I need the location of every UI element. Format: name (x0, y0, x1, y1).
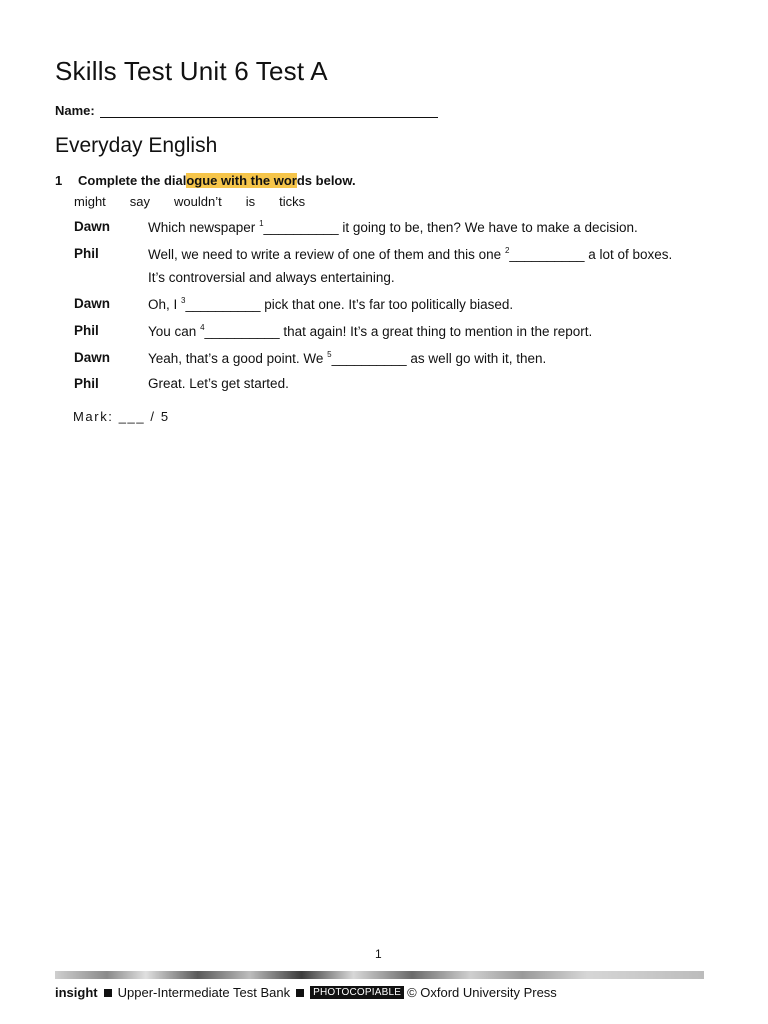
square-bullet-icon (104, 989, 112, 997)
speaker-name: Phil (74, 323, 99, 338)
word-box-item: is (245, 194, 256, 209)
word-box-item: ticks (279, 194, 306, 209)
footer (55, 985, 557, 1000)
gap-number: 1 (259, 219, 264, 228)
word-box-item: say (129, 194, 151, 209)
speaker-name: Dawn (74, 296, 111, 311)
gap-number: 4 (200, 323, 205, 332)
footer-publisher: © Oxford University Press (407, 985, 557, 1000)
dialogue-text: Oh, I $^3$__________ pick that one. It’s far too politically biased. (148, 296, 514, 312)
dialogue-text: You can $^4$__________ that again! It’s a great thing to mention in the report. (148, 323, 593, 339)
word-box-item: might (74, 194, 106, 209)
section-heading: Everyday English (55, 134, 218, 157)
instruction-text-start: Complete the dial (78, 173, 187, 188)
gap-number: 5 (327, 350, 332, 359)
photocopiable-badge: PHOTOCOPIABLE (310, 986, 404, 999)
speaker-name: Phil (74, 246, 99, 261)
gap-number: 2 (504, 246, 510, 255)
instruction-text-end: ds below. (296, 173, 356, 188)
page-number: 1 (375, 947, 382, 961)
instruction-highlight: ogue with the wor (186, 173, 297, 188)
footer-test-bank: Upper-Intermediate Test Bank (117, 985, 291, 1000)
name-label: Name: (55, 103, 95, 118)
speaker-name: Dawn (74, 350, 111, 365)
dialogue-text: Which newspaper $^1$__________ it going to be, then? We have to make a decision. (148, 219, 638, 235)
mark-score: Mark: ___ / 5 (73, 409, 170, 424)
footer-decorative-stripe (55, 971, 704, 979)
speaker-name: Dawn (74, 219, 111, 234)
gap-number: 3 (181, 296, 186, 305)
dialogue-text: Great. Let’s get started. (148, 376, 289, 391)
word-box-item: wouldn’t (174, 194, 222, 209)
page-title: Skills Test Unit 6 Test A (55, 56, 328, 86)
name-field-row (55, 103, 438, 118)
square-bullet-icon (296, 989, 304, 997)
name-blank-line (100, 103, 438, 118)
footer-brand: insight (55, 985, 98, 1000)
word-box (74, 194, 329, 209)
speaker-name: Phil (74, 376, 99, 391)
question-number: 1 (55, 173, 63, 188)
dialogue-text: Yeah, that’s a good point. We $^5$__________ as well go with it, then. (148, 350, 547, 366)
dialogue-text: It’s controversial and always entertaining. (148, 270, 395, 285)
dialogue-text: Well, we need to write a review of one of them and this one $^2$__________ a lot of boxes. (148, 246, 673, 262)
question-instruction (55, 173, 356, 188)
